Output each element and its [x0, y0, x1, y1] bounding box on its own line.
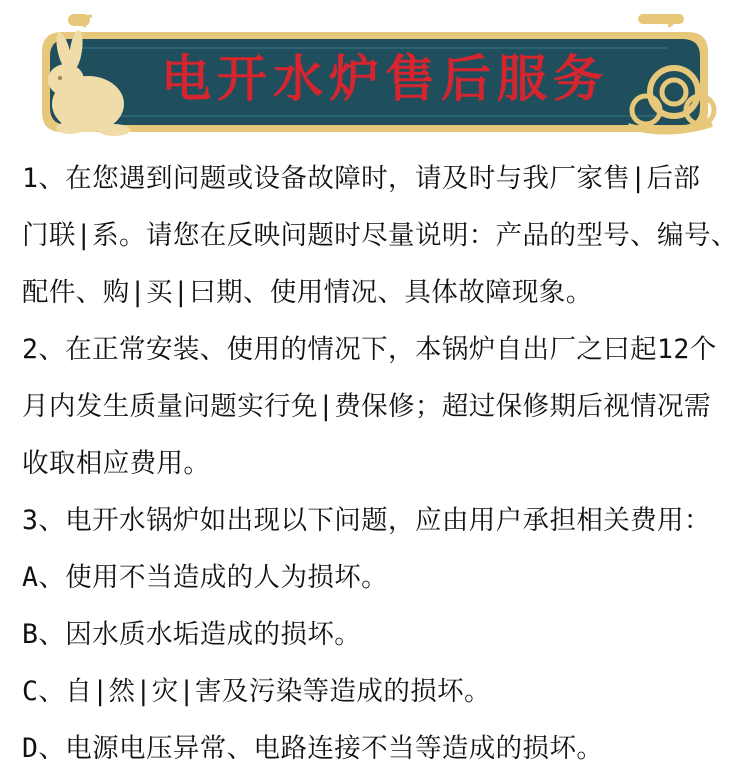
- text-line: 1、在您遇到问题或设备故障时，请及时与我厂家售|后部: [22, 163, 701, 194]
- list-item-a: A、使用不当造成的人为损坏。: [22, 562, 389, 593]
- banner-title: 电开水炉售后服务: [161, 50, 609, 108]
- list-item-c: C、自|然|灾|害及污染等造成的损坏。: [22, 676, 491, 707]
- rabbit-icon: [26, 18, 146, 146]
- text-line: 3、电开水锅炉如出现以下问题，应由用户承担相关费用：: [22, 505, 711, 536]
- service-terms: [22, 150, 738, 777]
- paragraph-3: [22, 492, 738, 777]
- text-line: 配件、购|买|曰期、使用情况、具体故障现象。: [22, 277, 593, 308]
- list-item-b: B、因水质水垢造成的损坏。: [22, 619, 362, 650]
- text-line: 收取相应费用。: [22, 448, 211, 479]
- paragraph-1: [22, 150, 738, 321]
- list-item-d: D、电源电压异常、电路连接不当等造成的损坏。: [22, 733, 604, 764]
- header-banner: [22, 8, 728, 136]
- paragraph-2: [22, 321, 738, 492]
- text-line: 2、在正常安装、使用的情况下，本锅炉自出厂之曰起12个: [22, 334, 717, 365]
- text-line: 门联|系。请您在反映问题时尽量说明：产品的型号、编号、: [22, 220, 738, 251]
- cloud-icon: [618, 52, 718, 142]
- text-line: 月内发生质量问题实行免|费保修；超过保修期后视情况需: [22, 391, 711, 422]
